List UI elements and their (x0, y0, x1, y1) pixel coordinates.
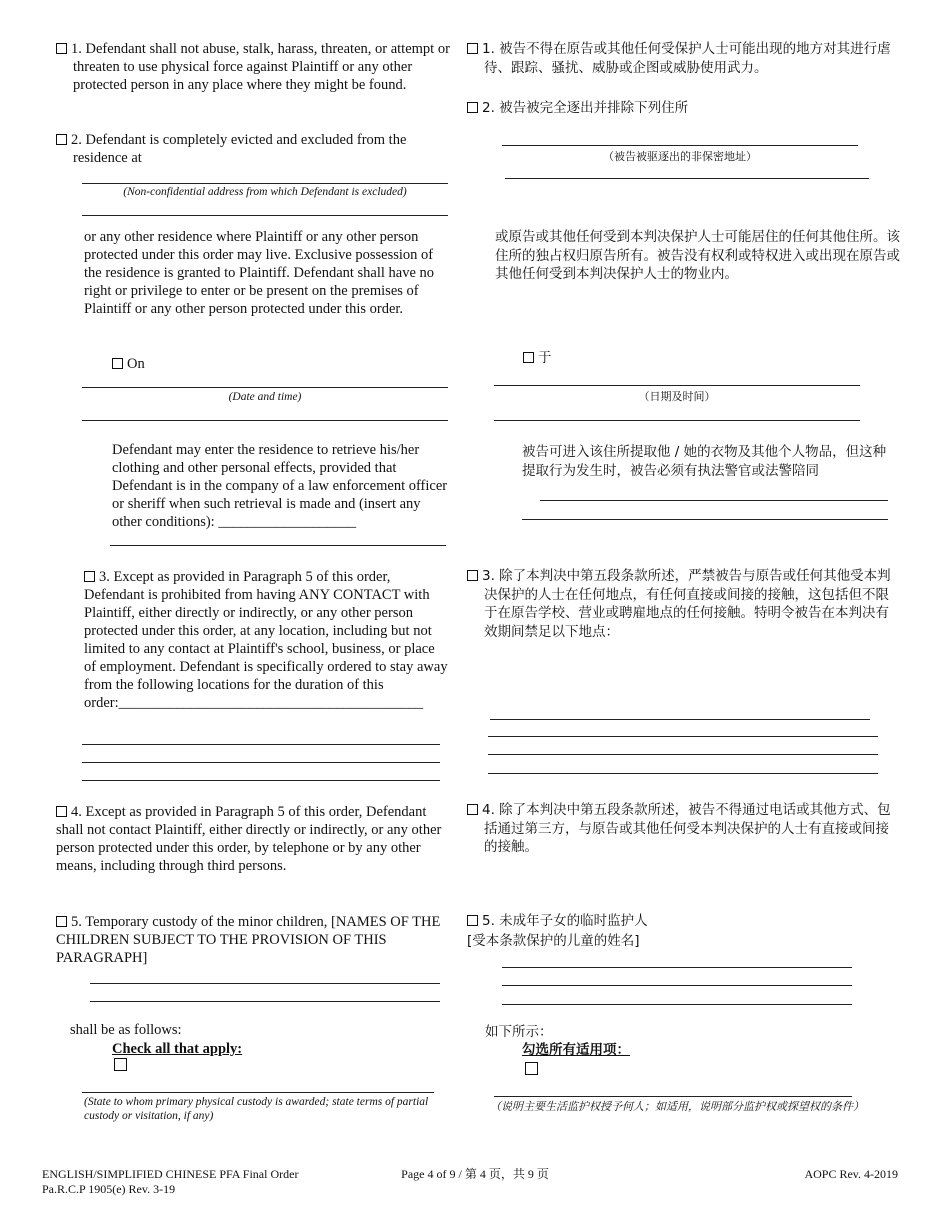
left-item-4-text: 4. Except as provided in Paragraph 5 of this order, Defendant shall not contact Plaintiff, either directly or indirectly, or any other person protected under this order, by telephone or by any other means, including through third persons. (56, 804, 442, 874)
right-locations-line-3[interactable] (488, 754, 878, 755)
left-locations-line-2[interactable] (82, 762, 440, 763)
left-on-option (112, 355, 145, 373)
right-as-follows: 如下所示： (485, 1024, 553, 1040)
right-item-3 (467, 567, 899, 641)
left-children-line-2[interactable] (90, 1001, 440, 1002)
right-locations-line-4[interactable] (488, 773, 878, 774)
right-item-5-checkbox[interactable] (467, 915, 478, 926)
right-item-4-text: 4. 除了本判决中第五段条款所述，被告不得通过电话或其他方式、包括通过第三方，与原告或其他任何受本判决保护的人士有直接或间接的接触。 (482, 802, 891, 855)
right-on-option (523, 349, 552, 368)
right-check-all-label: 勾选所有适用项： (522, 1042, 630, 1058)
left-address-caption: (Non-confidential address from which Defendant is excluded) (123, 186, 407, 198)
right-children-line-1[interactable] (502, 967, 852, 968)
left-custody-caption: (State to whom primary physical custody is awarded; state terms of partial custody or visitation, if any) (84, 1096, 429, 1122)
right-item-2-continuation: 或原告或其他任何受到本判决保护人士可能居住的任何其他住所。该住所的独占权归原告所有。被告没有权利或特权进入或出现在原告或其他任何受到本判决保护人士的物业内。 (495, 229, 900, 282)
right-custody-line[interactable] (494, 1096, 852, 1097)
left-item-2-checkbox[interactable] (56, 134, 67, 145)
right-item-3-text: 3. 除了本判决中第五段条款所述，严禁被告与原告或任何其他受本判决保护的人士在任何地点，有任何直接或间接的接触，这包括但不限于在原告学校、营业或聘雇地点的任何接触。特明令被告在本判决有效期间禁足以下地点： (482, 568, 891, 640)
right-check-all-checkbox[interactable] (525, 1062, 538, 1075)
right-item-5 (467, 912, 882, 931)
right-item-2-text: 2. 被告被完全逐出并排除下列住所 (482, 100, 689, 116)
left-item-1 (56, 40, 463, 94)
right-locations-line-1[interactable] (490, 719, 870, 720)
left-item-3-text: 3. Except as provided in Paragraph 5 of this order, Defendant is prohibited from having ANY CONTACT with Plaintiff, either directly or indirectly, or any other person protected under this order, at any location, including but not limited to any contact at Plaintiff's school, business, or place of employment. Defendant is specifically ordered to stay away from the following locations for the duration of this order:__________________________________________ (84, 569, 448, 711)
right-retrieve-line-1[interactable] (540, 500, 888, 501)
left-locations-line-3[interactable] (82, 780, 440, 781)
right-item-2 (467, 99, 897, 118)
left-check-all-checkbox[interactable] (114, 1058, 127, 1071)
right-date-line[interactable] (494, 385, 860, 386)
right-on-label: 于 (538, 350, 552, 366)
right-retrieve-text: 被告可进入该住所提取他 / 她的衣物及其他个人物品，但这种提取行为发生时，被告必须有执法警官或法警陪同 (522, 444, 887, 479)
left-address-line-2[interactable] (82, 215, 448, 216)
footer-rule: Pa.R.C.P 1905(e) Rev. 3-19 (42, 1181, 176, 1196)
right-children-line-3[interactable] (502, 1004, 852, 1005)
right-item-4-checkbox[interactable] (467, 804, 478, 815)
left-locations-line-1[interactable] (82, 744, 440, 745)
left-check-all-label: Check all that apply: (112, 1041, 243, 1057)
right-retrieve-line-2[interactable] (522, 519, 888, 520)
right-item-1 (467, 40, 914, 77)
left-custody-line[interactable] (82, 1092, 434, 1093)
left-on-label: On (127, 356, 145, 372)
footer-form-name: ENGLISH/SIMPLIFIED CHINESE PFA Final Order (42, 1167, 299, 1181)
left-date-line[interactable] (82, 387, 448, 388)
left-item-2-text: 2. Defendant is completely evicted and excluded from the residence at (71, 132, 407, 166)
right-item-3-checkbox[interactable] (467, 570, 478, 581)
left-item-1-text: 1. Defendant shall not abuse, stalk, harass, threaten, or attempt or threaten to use physical force against Plaintiff or any other protected person in any place where they might be found. (71, 41, 450, 93)
left-item-5-text: 5. Temporary custody of the minor children, [NAMES OF THE CHILDREN SUBJECT TO THE PROVISION OF THIS PARAGRAPH] (56, 914, 441, 966)
left-retrieve-text: Defendant may enter the residence to retrieve his/her clothing and other personal effects, provided that Defendant is in the company of a law enforcement officer or sheriff when such retrieval is made and (insert any other conditions): ___________________ (112, 442, 448, 530)
left-item-5 (56, 913, 451, 967)
left-on-checkbox[interactable] (112, 358, 123, 369)
right-date-caption: （日期及时间） (638, 390, 716, 403)
left-item-4 (56, 803, 446, 875)
right-on-checkbox[interactable] (523, 352, 534, 363)
right-address-caption: （被告被驱逐出的非保密地址） (603, 150, 757, 163)
right-item-5-names: [受本条款保护的儿童的姓名] (467, 933, 640, 949)
right-item-1-checkbox[interactable] (467, 43, 478, 54)
left-date-caption: (Date and time) (228, 391, 302, 403)
left-item-2-continuation: or any other residence where Plaintiff or any other person protected under this order may live. Exclusive possession of the residence is granted to Plaintiff. Defendant shall have no right or privilege to enter or be present on the premises of Plaintiff or any other person protected under this order. (84, 229, 435, 317)
right-locations-line-2[interactable] (488, 736, 878, 737)
left-item-5-checkbox[interactable] (56, 916, 67, 927)
right-custody-caption: （说明主要生活监护权授予何人；如适用，说明部分监护权或探望权的条件） (490, 1100, 864, 1113)
left-as-follows: shall be as follows: (70, 1022, 182, 1038)
right-address-line[interactable] (502, 145, 858, 146)
right-children-line-2[interactable] (502, 985, 852, 986)
footer-revision: AOPC Rev. 4-2019 (804, 1167, 898, 1181)
left-item-4-checkbox[interactable] (56, 806, 67, 817)
right-item-2-checkbox[interactable] (467, 102, 478, 113)
right-address-line-2[interactable] (505, 178, 869, 179)
right-item-1-text: 1. 被告不得在原告或其他任何受保护人士可能出现的地方对其进行虐待、跟踪、骚扰、威胁或企图或威胁使用武力。 (482, 41, 891, 76)
left-date-line-2[interactable] (82, 420, 448, 421)
right-item-5-text: 5. 未成年子女的临时监护人 (482, 913, 648, 929)
right-item-4 (467, 801, 899, 857)
left-address-line[interactable] (82, 183, 448, 184)
footer-page-number: Page 4 of 9 / 第 4 页，共 9 页 (401, 1167, 549, 1181)
left-item-3-checkbox[interactable] (84, 571, 95, 582)
right-date-line-2[interactable] (494, 420, 860, 421)
left-item-3 (84, 568, 450, 712)
left-retrieve-line[interactable] (110, 545, 446, 546)
left-item-2 (56, 131, 463, 167)
left-item-1-checkbox[interactable] (56, 43, 67, 54)
left-children-line-1[interactable] (90, 983, 440, 984)
